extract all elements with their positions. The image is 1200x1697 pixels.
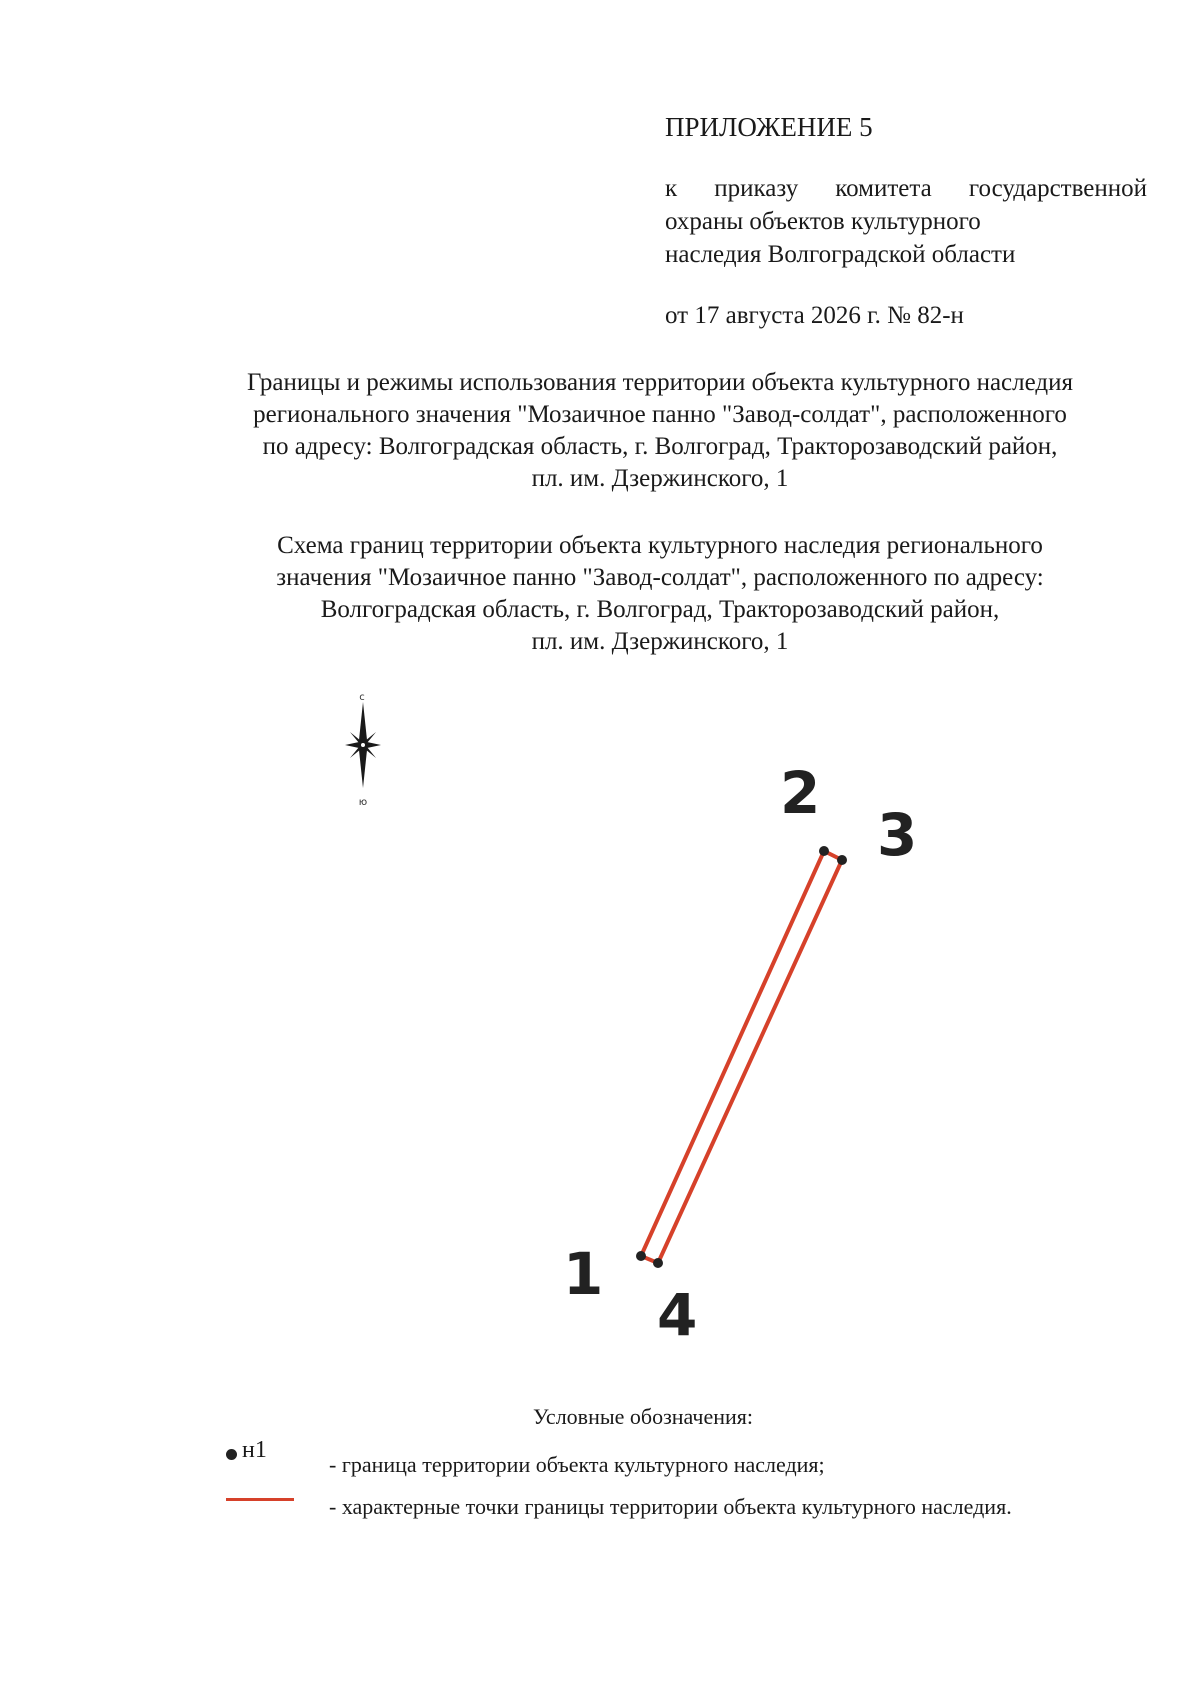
legend-point-label: н1	[242, 1437, 267, 1464]
boundary-point-1	[636, 1251, 646, 1261]
boundary-point-4	[653, 1258, 663, 1268]
compass-south-label: ю	[358, 797, 368, 808]
legend-item-line	[226, 1489, 1012, 1517]
heading-line: регионального значения "Мозаичное панно "Завод-солдат", расположенного	[253, 401, 1067, 428]
order-date: от 17 августа 2026 г. № 82-н	[665, 302, 964, 329]
appendix-title: ПРИЛОЖЕНИЕ 5	[665, 112, 873, 142]
legend-title: Условные обозначения:	[533, 1404, 754, 1429]
legend-line-symbol	[226, 1491, 318, 1517]
point-marker-icon	[226, 1449, 237, 1460]
point-label-3: 3	[877, 801, 918, 869]
heading-line: пл. им. Дзержинского, 1	[531, 465, 789, 492]
point-label-1: 1	[563, 1240, 604, 1308]
boundary-point-3	[837, 855, 847, 865]
compass-rose-icon	[345, 692, 381, 808]
compass-north-label: с	[359, 692, 365, 703]
order-reference	[665, 172, 1147, 271]
legend-point-symbol	[226, 1437, 318, 1468]
legend-item-text: - характерные точки границы территории объекта культурного наследия.	[329, 1493, 1012, 1519]
legend-item-point	[226, 1437, 825, 1477]
legend-item-text: - граница территории объекта культурного наследия;	[329, 1451, 825, 1477]
heading-line: Схема границ территории объекта культурного наследия регионального	[277, 532, 1043, 559]
order-reference-line: к приказу комитета государственной	[665, 175, 1147, 202]
boundary-line-icon	[226, 1498, 294, 1501]
heading-line: Волгоградская область, г. Волгоград, Тракторозаводский район,	[320, 596, 1000, 623]
point-label-2: 2	[780, 759, 821, 827]
heading-line: Границы и режимы использования территории объекта культурного наследия	[246, 369, 1073, 396]
document-heading	[150, 367, 1170, 495]
territory-boundary	[641, 851, 842, 1263]
heading-line: по адресу: Волгоградская область, г. Волгоград, Тракторозаводский район,	[262, 433, 1058, 460]
heading-line: пл. им. Дзержинского, 1	[531, 628, 789, 655]
heading-line: значения "Мозаичное панно "Завод-солдат", расположенного по адресу:	[276, 564, 1044, 591]
order-reference-line: наследия Волгоградской области	[665, 241, 1016, 268]
point-label-4: 4	[657, 1281, 698, 1349]
boundary-point-2	[819, 846, 829, 856]
scheme-heading	[150, 530, 1170, 658]
order-reference-line: охраны объектов культурного	[665, 208, 981, 235]
